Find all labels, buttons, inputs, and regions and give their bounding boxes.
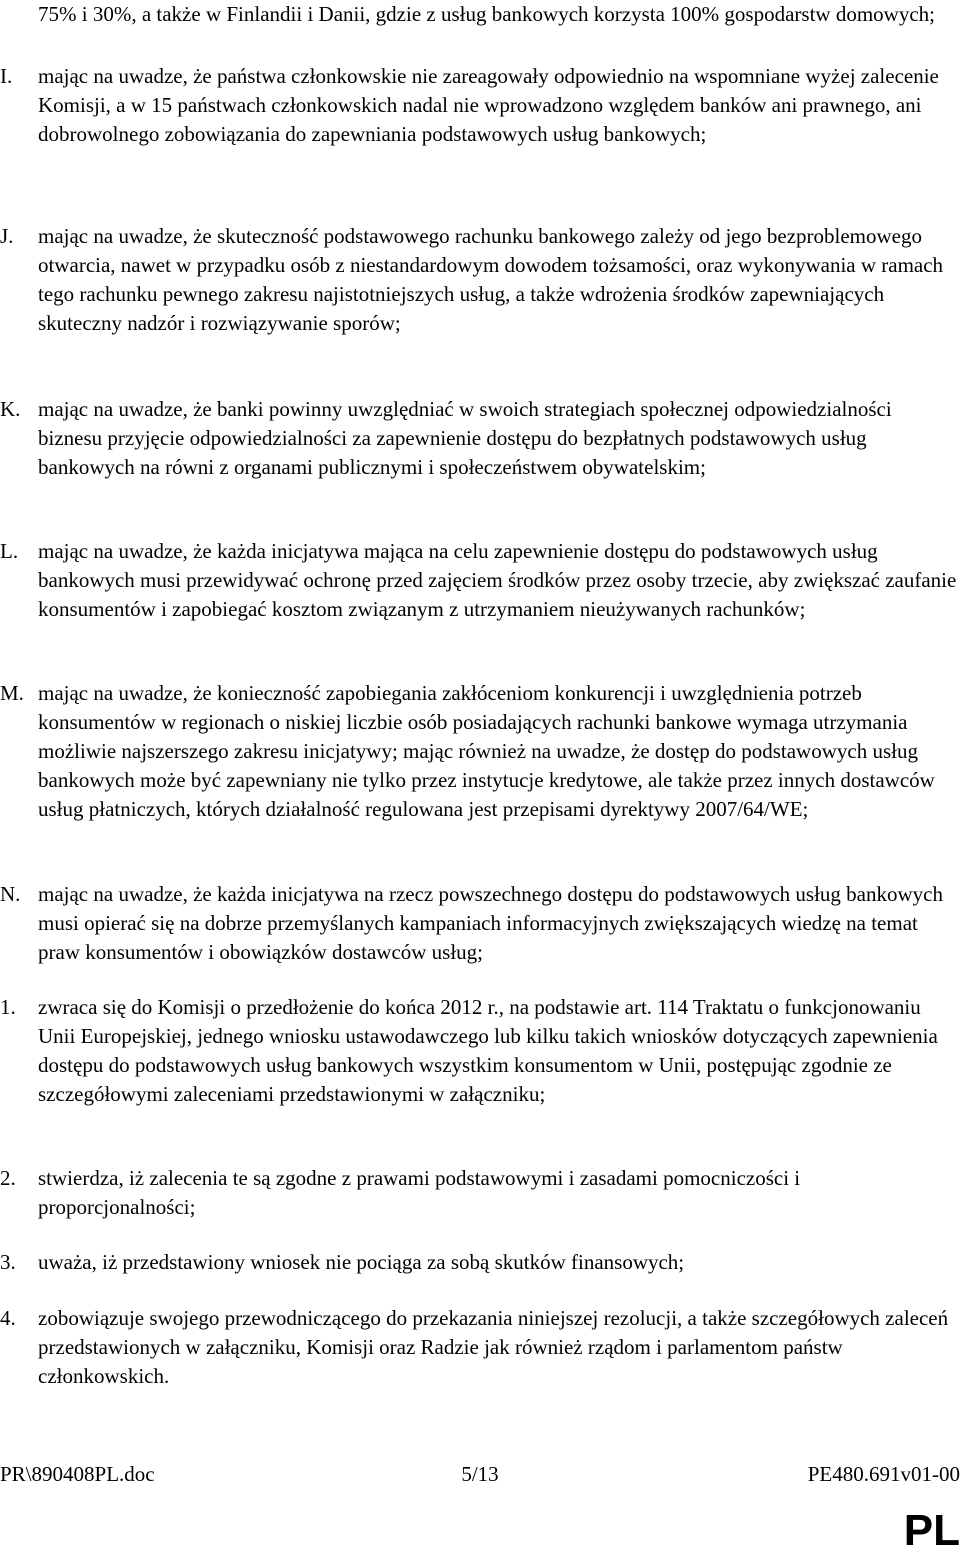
- item-text: stwierdza, iż zalecenia te są zgodne z prawami podstawowymi i zasadami pomocniczości i proporcjonalności;: [38, 1166, 801, 1219]
- item-marker: 1.: [0, 995, 16, 1019]
- item-text: mając na uwadze, że konieczność zapobiegania zakłóceniom konkurencji i uwzględnienia potrzeb konsumentów w regionach o niskiej liczbie osób posiadających rachunki bankowe wymaga utrzymania możliwie najszerszego zakresu inicjatywy; mając również na uwadze, że dostęp do podstawowych usług bankowych może być zapewniany nie tylko przez instytucje kredytowe, ale także przez innych dostawców usług płatniczych, których działalność regulowana jest przepisami dyrektywy 2007/64/WE;: [38, 681, 935, 821]
- item-text: mając na uwadze, że skuteczność podstawowego rachunku bankowego zależy od jego bezproblemowego otwarcia, nawet w przypadku osób z niestandardowym dowodem tożsamości, oraz wykonywania w ramach tego rachunku pewnego zakresu najistotniejszych usług, a także wdrożenia środków zapewniających skuteczny nadzór i rozwiązywanie sporów;: [38, 224, 944, 335]
- item-marker: J.: [0, 224, 14, 248]
- item-marker: L.: [0, 539, 19, 563]
- language-code: PL: [903, 1506, 960, 1555]
- item-marker: M.: [0, 681, 24, 705]
- item-text: zobowiązuje swojego przewodniczącego do przekazania niniejszej rezolucji, a także szczegółowych zaleceń przedstawionych w załączniku, Komisji oraz Radzie jak również rządom i parlamentom państw członkowskich.: [38, 1306, 949, 1388]
- footer-pe-ref: PE480.691v01-00: [807, 1462, 960, 1486]
- item-text: mając na uwadze, że państwa członkowskie nie zareagowały odpowiednio na wspomniane wyżej zalecenie Komisji, a w 15 państwach członkowskich nadal nie wprowadzono względem banków ani prawnego, ani dobrowolnego zobowiązania do zapewniania podstawowych usług bankowych;: [38, 64, 939, 146]
- footer-doc-ref: PR\890408PL.doc: [0, 1462, 155, 1486]
- item-text: zwraca się do Komisji o przedłożenie do końca 2012 r., na podstawie art. 114 Traktatu o funkcjonowaniu Unii Europejskiej, jednego wniosku ustawodawczego lub kilku takich wniosków dotyczących zapewnienia dostępu do podstawowych usług bankowych wszystkim konsumentom w Unii, postępując zgodnie ze szczegółowymi zaleceniami przedstawionymi w załączniku;: [38, 995, 938, 1106]
- item-text: uważa, iż przedstawiony wniosek nie pociąga za sobą skutków finansowych;: [38, 1250, 685, 1274]
- item-marker: 2.: [0, 1166, 16, 1190]
- item-marker: 3.: [0, 1250, 16, 1274]
- item-marker: 4.: [0, 1306, 16, 1330]
- item-text: mając na uwadze, że każda inicjatywa mająca na celu zapewnienie dostępu do podstawowych usług bankowych musi przewidywać ochronę przed zajęciem środków przez osoby trzecie, aby zwiększać zaufanie konsumentów i zapobiegać kosztom związanym z utrzymaniem nieużywanych rachunków;: [38, 539, 957, 621]
- item-marker: I.: [0, 64, 13, 88]
- intro-paragraph: 75% i 30%, a także w Finlandii i Danii, gdzie z usług bankowych korzysta 100% gospodarstw domowych;: [38, 2, 935, 26]
- item-marker: K.: [0, 397, 21, 421]
- item-marker: N.: [0, 882, 21, 906]
- item-text: mając na uwadze, że banki powinny uwzględniać w swoich strategiach społecznej odpowiedzialności biznesu przyjęcie odpowiedzialności za zapewnienie dostępu do bezpłatnych podstawowych usług bankowych na równi z organami publicznymi i społeczeństwem obywatelskim;: [38, 397, 892, 479]
- item-text: mając na uwadze, że każda inicjatywa na rzecz powszechnego dostępu do podstawowych usług bankowych musi opierać się na dobrze przemyślanych kampaniach informacyjnych zwiększających wiedzę na temat praw konsumentów i obowiązków dostawców usług;: [38, 882, 943, 964]
- footer-page-number: 5/13: [461, 1462, 499, 1486]
